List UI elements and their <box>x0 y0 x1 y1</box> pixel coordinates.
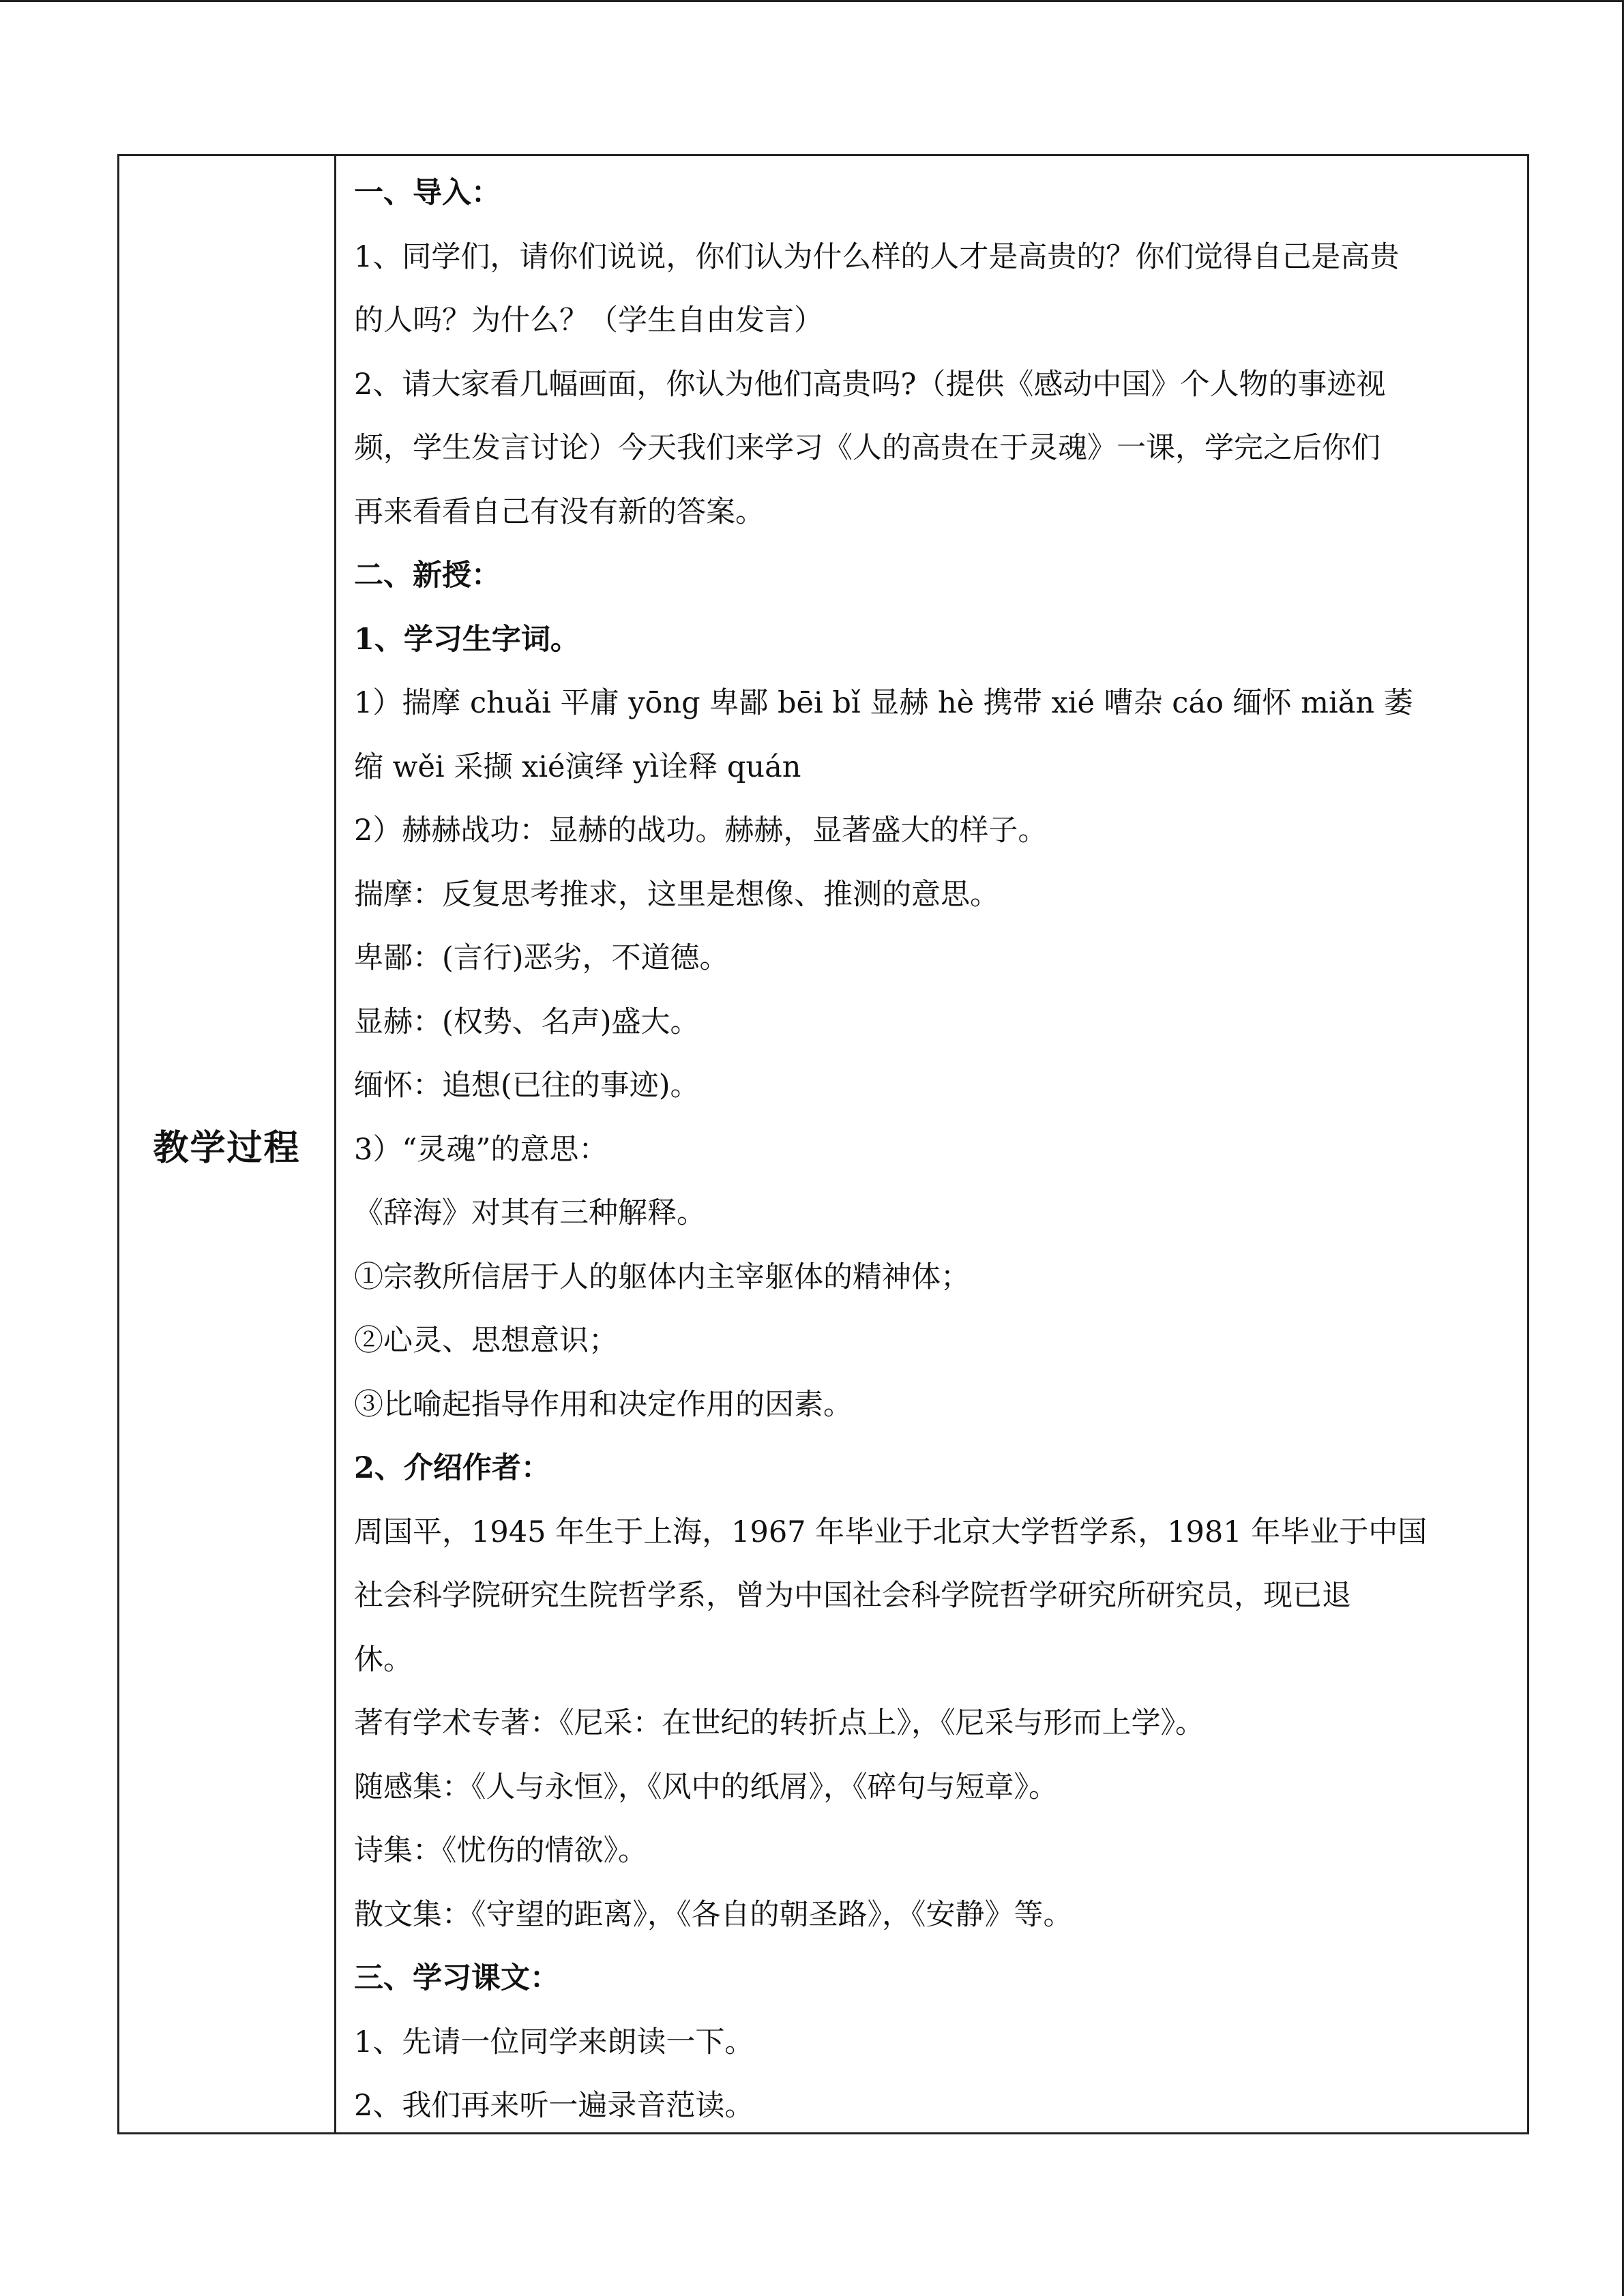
text-line: 2）赫赫战功：显赫的战功。赫赫，显著盛大的样子。 <box>354 814 1048 848</box>
text-line: 3）“灵魂”的意思： <box>354 1132 608 1167</box>
text-line: 再来看看自己有没有新的答案。 <box>354 494 765 529</box>
section-heading: 二、新授： <box>354 558 501 593</box>
section-heading: 1、学习生字词。 <box>354 622 580 657</box>
section-label: 教学过程 <box>153 1127 301 1169</box>
text-line: 诗集：《忧伤的情欲》。 <box>354 1834 647 1868</box>
text-line: 缅怀：追想(已往的事迹)。 <box>354 1069 700 1103</box>
label-cell <box>119 156 336 2132</box>
text-line: 显赫：(权势、名声)盛大。 <box>354 1004 700 1039</box>
text-line: 卑鄙：(言行)恶劣，不道德。 <box>354 941 729 975</box>
page-edge-top <box>0 0 1624 2</box>
text-line: 揣摩：反复思考推求，这里是想像、推测的意思。 <box>354 877 999 912</box>
text-line: 1、同学们，请你们说说，你们认为什么样的人才是高贵的？你们觉得自己是高贵 <box>354 239 1400 274</box>
section-heading: 2、介绍作者： <box>354 1451 550 1485</box>
text-line: 1）揣摩 chuǎi 平庸 yōng 卑鄙 bēi bǐ 显赫 hè 携带 xié 嘈杂 cáo 缅怀 miǎn 萎 <box>354 686 1413 720</box>
text-line: ③比喻起指导作用和决定作用的因素。 <box>354 1387 853 1422</box>
text-line: ①宗教所信居于人的躯体内主宰躯体的精神体； <box>354 1259 970 1294</box>
text-line: 随感集：《人与永恒》，《风中的纸屑》，《碎句与短章》。 <box>354 1770 1058 1804</box>
text-line: 《辞海》对其有三种解释。 <box>354 1196 706 1230</box>
text-line: 周国平，1945 年生于上海，1967 年毕业于北京大学哲学系，1981 年毕业于中国 <box>354 1515 1428 1549</box>
content-cell <box>336 156 1527 2132</box>
section-heading: 一、导入： <box>354 176 501 210</box>
text-line: 2、请大家看几幅画面，你认为他们高贵吗?（提供《感动中国》个人物的事迹视 <box>354 367 1386 402</box>
text-line: 1、先请一位同学来朗读一下。 <box>354 2025 754 2059</box>
text-line: 的人吗？为什么？（学生自由发言） <box>354 303 823 338</box>
text-line: 休。 <box>354 1642 413 1677</box>
text-line: 著有学术专著：《尼采：在世纪的转折点上》，《尼采与形而上学》。 <box>354 1706 1205 1740</box>
text-line: 社会科学院研究生院哲学系，曾为中国社会科学院哲学研究所研究员，现已退 <box>354 1579 1351 1613</box>
text-line: 缩 wěi 采撷 xié演绎 yì诠释 quán <box>354 749 801 784</box>
text-line: 频，学生发言讨论）今天我们来学习《人的高贵在于灵魂》一课，学完之后你们 <box>354 431 1381 465</box>
text-line: ②心灵、思想意识； <box>354 1324 618 1358</box>
section-heading: 三、学习课文： <box>354 1961 559 1995</box>
lesson-table <box>117 154 1529 2134</box>
text-line: 散文集：《守望的距离》，《各自的朝圣路》，《安静》等。 <box>354 1897 1073 1932</box>
text-line: 2、我们再来听一遍录音范读。 <box>354 2089 754 2123</box>
